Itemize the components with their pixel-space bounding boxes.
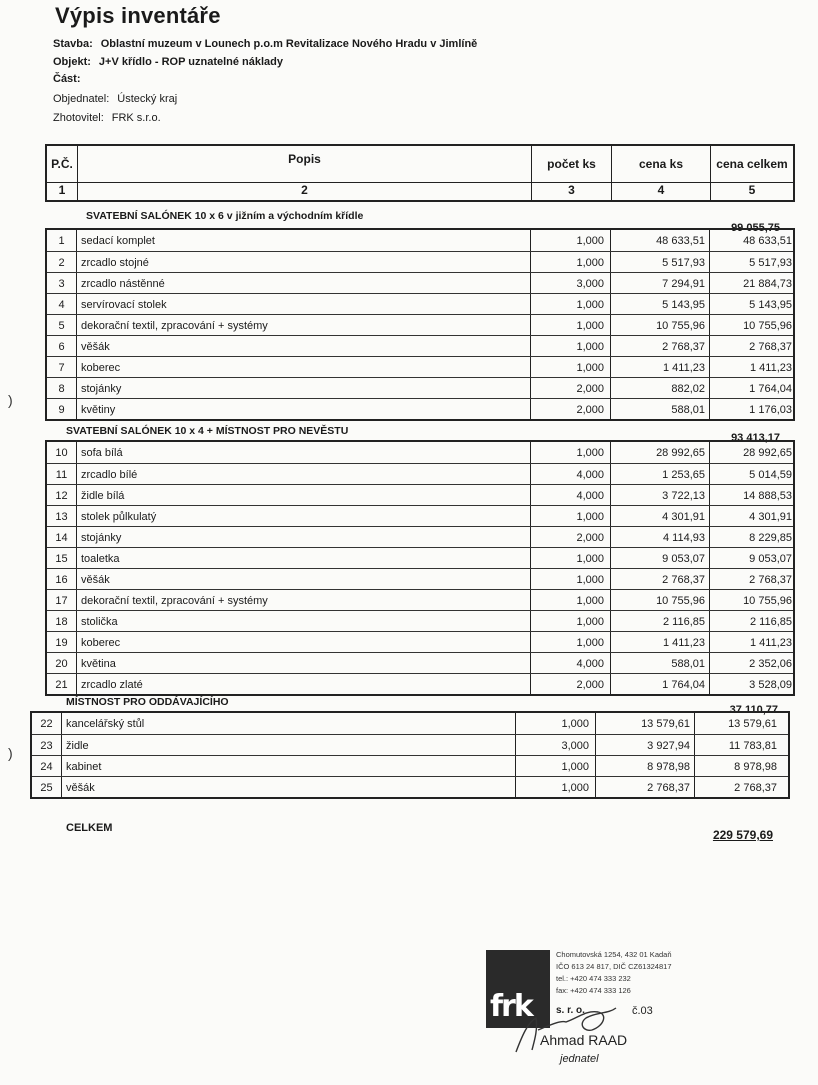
company-logo-text: frk (490, 989, 532, 1024)
row-number: 19 (47, 632, 77, 653)
row-total: 1 411,23 (749, 636, 792, 649)
row-description: dekorační textil, zpracování + systémy (77, 590, 531, 611)
row-unit-price: 4 114,93 (611, 527, 710, 548)
row-unit-price: 588,01 (611, 653, 710, 674)
row-description: židle bílá (77, 485, 531, 506)
row-quantity: 4,000 (531, 485, 611, 506)
row-number: 21 (47, 674, 77, 695)
stamp-address: Chomutovská 1254, 432 01 Kadaň (556, 950, 672, 959)
table-row (32, 734, 788, 756)
page-title: Výpis inventáře (55, 3, 221, 28)
row-number: 5 (47, 315, 77, 336)
row-total: 48 633,51 (743, 234, 792, 247)
row-total: 2 768,37 (749, 340, 792, 353)
row-total: 8 229,85 (749, 531, 792, 544)
row-total: 11 783,81 (728, 739, 777, 752)
row-unit-price: 5 143,95 (611, 294, 710, 315)
row-total: 5 517,93 (749, 256, 792, 269)
meta-objekt (53, 56, 283, 68)
row-quantity: 1,000 (531, 548, 611, 569)
row-description: zrcadlo bílé (77, 464, 531, 485)
row-description: věšák (62, 777, 516, 798)
row-quantity: 1,000 (516, 713, 596, 734)
table-row (47, 673, 793, 695)
row-description: věšák (77, 569, 531, 590)
section-total: 99 055,75 (731, 222, 780, 234)
table-row (47, 272, 793, 294)
row-quantity: 1,000 (531, 336, 611, 357)
row-quantity: 2,000 (531, 674, 611, 695)
row-quantity: 3,000 (531, 273, 611, 294)
row-total: 5 014,59 (749, 468, 792, 481)
table-row (47, 547, 793, 569)
header-idx-4: 4 (612, 183, 711, 200)
row-quantity: 1,000 (531, 230, 611, 251)
table-row (32, 755, 788, 777)
row-quantity: 1,000 (531, 611, 611, 632)
row-number: 23 (32, 735, 62, 756)
meta-key: Objednatel: (53, 93, 110, 105)
row-number: 11 (47, 464, 77, 485)
row-quantity: 3,000 (516, 735, 596, 756)
row-description: servírovací stolek (77, 294, 531, 315)
meta-key: Objekt: (53, 56, 91, 68)
row-unit-price: 1 411,23 (611, 632, 710, 653)
row-total: 21 884,73 (743, 277, 792, 290)
row-quantity: 2,000 (531, 378, 611, 399)
row-quantity: 1,000 (531, 252, 611, 273)
section-title: SVATEBNÍ SALÓNEK 10 x 6 v jižním a východním křídle (86, 210, 364, 222)
row-number: 1 (47, 230, 77, 251)
meta-cast (53, 73, 89, 85)
grand-total-value: 229 579,69 (712, 828, 773, 842)
row-quantity: 1,000 (516, 756, 596, 777)
header-total: cena celkem (716, 157, 788, 171)
row-unit-price: 2 768,37 (596, 777, 695, 798)
table-row (47, 377, 793, 399)
row-number: 2 (47, 252, 77, 273)
row-unit-price: 9 053,07 (611, 548, 710, 569)
row-unit-price: 1 411,23 (611, 357, 710, 378)
section-total: 93 413,17 (731, 432, 780, 444)
row-quantity: 1,000 (531, 315, 611, 336)
row-quantity: 2,000 (531, 527, 611, 548)
grand-total-label: CELKEM (66, 822, 113, 834)
row-description: sedací komplet (77, 230, 531, 251)
row-description: zrcadlo zlaté (77, 674, 531, 695)
signer-role: jednatel (560, 1053, 599, 1065)
signer-name: Ahmad RAAD (540, 1032, 628, 1048)
row-unit-price: 588,01 (611, 399, 710, 420)
row-total: 3 528,09 (749, 678, 792, 691)
row-number: 24 (32, 756, 62, 777)
row-quantity: 4,000 (531, 653, 611, 674)
row-total: 2 352,06 (749, 657, 792, 670)
table-row (47, 484, 793, 506)
row-description: zrcadlo nástěnné (77, 273, 531, 294)
row-description: sofa bílá (77, 442, 531, 463)
row-unit-price: 10 755,96 (611, 315, 710, 336)
row-description: stojánky (77, 378, 531, 399)
meta-value: FRK s.r.o. (111, 112, 161, 124)
row-total: 10 755,96 (743, 319, 792, 332)
row-unit-price: 4 301,91 (611, 506, 710, 527)
table-row (47, 442, 793, 463)
row-unit-price: 2 768,37 (611, 336, 710, 357)
row-total: 10 755,96 (743, 594, 792, 607)
meta-value: Oblastní muzeum v Lounech p.o.m Revitalizace Nového Hradu v Jimlíně (100, 38, 478, 50)
row-description: koberec (77, 357, 531, 378)
row-number: 22 (32, 713, 62, 734)
row-total: 2 768,37 (734, 781, 777, 794)
stamp-sro: s. r. o. (556, 1005, 585, 1016)
row-unit-price: 8 978,98 (596, 756, 695, 777)
table-row (47, 314, 793, 336)
row-total: 2 116,85 (749, 615, 792, 628)
table-header (45, 144, 795, 202)
meta-zhotovitel (53, 112, 161, 124)
row-unit-price: 3 722,13 (611, 485, 710, 506)
stamp-ico: IČO 613 24 817, DIČ CZ61324817 (556, 962, 672, 971)
row-number: 13 (47, 506, 77, 527)
row-total: 2 768,37 (749, 573, 792, 586)
row-quantity: 1,000 (531, 294, 611, 315)
row-number: 15 (47, 548, 77, 569)
meta-objednatel (53, 93, 177, 105)
row-number: 6 (47, 336, 77, 357)
table-row (47, 335, 793, 357)
header-price: cena ks (612, 146, 711, 182)
row-description: židle (62, 735, 516, 756)
table-row (47, 652, 793, 674)
section-table (45, 440, 795, 696)
row-description: stolek půlkulatý (77, 506, 531, 527)
row-unit-price: 2 116,85 (611, 611, 710, 632)
row-total: 4 301,91 (749, 510, 792, 523)
row-number: 14 (47, 527, 77, 548)
table-row (47, 568, 793, 590)
row-unit-price: 882,02 (611, 378, 710, 399)
header-idx-5: 5 (748, 183, 756, 197)
row-number: 12 (47, 485, 77, 506)
row-description: stolička (77, 611, 531, 632)
margin-mark: ) (8, 392, 13, 408)
row-total: 5 143,95 (749, 298, 792, 311)
row-total: 1 176,03 (749, 403, 792, 416)
row-total: 1 411,23 (749, 361, 792, 374)
table-row (47, 463, 793, 485)
meta-key: Stavba: (53, 38, 93, 50)
row-description: toaletka (77, 548, 531, 569)
table-row (47, 610, 793, 632)
stamp-number: č.03 (632, 1005, 653, 1017)
table-row (47, 505, 793, 527)
row-unit-price: 1 764,04 (611, 674, 710, 695)
row-unit-price: 7 294,91 (611, 273, 710, 294)
row-quantity: 1,000 (531, 506, 611, 527)
row-number: 4 (47, 294, 77, 315)
table-row (47, 631, 793, 653)
row-unit-price: 5 517,93 (611, 252, 710, 273)
row-quantity: 2,000 (531, 399, 611, 420)
header-idx-3: 3 (532, 183, 612, 200)
section-title: MÍSTNOST PRO ODDÁVAJÍCÍHO (66, 696, 229, 708)
row-description: květina (77, 653, 531, 674)
row-total: 28 992,65 (743, 446, 792, 459)
row-quantity: 1,000 (531, 590, 611, 611)
row-number: 8 (47, 378, 77, 399)
row-unit-price: 48 633,51 (611, 230, 710, 251)
meta-key: Zhotovitel: (53, 112, 104, 124)
row-quantity: 4,000 (531, 464, 611, 485)
table-row (32, 776, 788, 798)
table-row (32, 713, 788, 734)
header-qty: počet ks (532, 146, 612, 182)
row-quantity: 1,000 (531, 569, 611, 590)
section-table (30, 711, 790, 799)
section-title: SVATEBNÍ SALÓNEK 10 x 4 + MÍSTNOST PRO NEVĚSTU (66, 425, 349, 437)
row-number: 3 (47, 273, 77, 294)
signature (508, 1000, 648, 1060)
row-description: kabinet (62, 756, 516, 777)
table-row (47, 398, 793, 420)
row-total: 13 579,61 (728, 717, 777, 730)
row-quantity: 1,000 (516, 777, 596, 798)
section-total: 37 110,77 (729, 704, 778, 716)
row-number: 10 (47, 442, 77, 463)
row-number: 25 (32, 777, 62, 798)
row-total: 9 053,07 (749, 552, 792, 565)
section-table (45, 228, 795, 421)
table-row (47, 293, 793, 315)
row-description: věšák (77, 336, 531, 357)
row-description: zrcadlo stojné (77, 252, 531, 273)
table-row (47, 230, 793, 251)
row-unit-price: 1 253,65 (611, 464, 710, 485)
meta-key: Část: (53, 73, 81, 85)
stamp-tel: tel.: +420 474 333 232 (556, 974, 631, 983)
row-description: kancelářský stůl (62, 713, 516, 734)
row-unit-price: 13 579,61 (596, 713, 695, 734)
row-number: 17 (47, 590, 77, 611)
header-idx-1: 1 (47, 183, 78, 200)
meta-stavba (53, 38, 477, 50)
row-unit-price: 10 755,96 (611, 590, 710, 611)
row-total: 14 888,53 (743, 489, 792, 502)
row-quantity: 1,000 (531, 442, 611, 463)
header-idx-2: 2 (78, 183, 532, 200)
row-unit-price: 28 992,65 (611, 442, 710, 463)
table-row (47, 589, 793, 611)
row-number: 18 (47, 611, 77, 632)
row-description: dekorační textil, zpracování + systémy (77, 315, 531, 336)
row-total: 8 978,98 (734, 760, 777, 773)
row-quantity: 1,000 (531, 357, 611, 378)
row-number: 16 (47, 569, 77, 590)
meta-value: Ústecký kraj (117, 93, 178, 105)
row-total: 1 764,04 (749, 382, 792, 395)
table-row (47, 356, 793, 378)
header-popis: Popis (78, 146, 532, 182)
meta-value: J+V křídlo - ROP uznatelné náklady (98, 56, 284, 68)
row-unit-price: 2 768,37 (611, 569, 710, 590)
table-row (47, 526, 793, 548)
table-row (47, 251, 793, 273)
header-pc: P.Č. (47, 146, 78, 182)
row-description: koberec (77, 632, 531, 653)
row-quantity: 1,000 (531, 632, 611, 653)
row-description: květiny (77, 399, 531, 420)
row-description: stojánky (77, 527, 531, 548)
row-number: 20 (47, 653, 77, 674)
row-number: 7 (47, 357, 77, 378)
row-number: 9 (47, 399, 77, 420)
stamp-fax: fax: +420 474 333 126 (556, 986, 631, 995)
row-unit-price: 3 927,94 (596, 735, 695, 756)
margin-mark: ) (8, 745, 13, 761)
